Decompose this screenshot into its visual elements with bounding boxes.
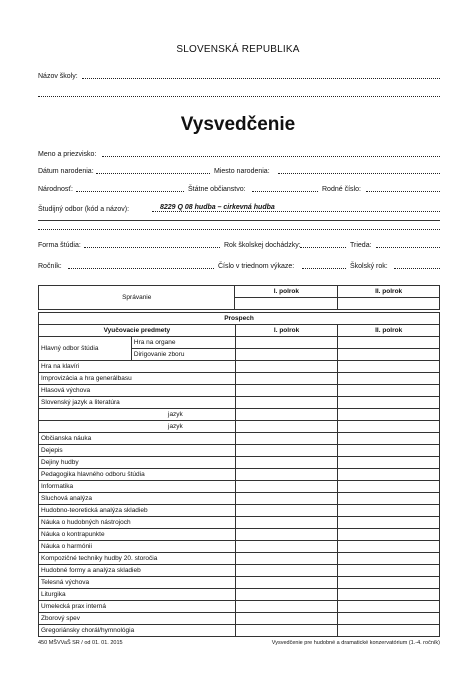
birth-date-field[interactable] (96, 173, 210, 174)
prospech-header: Prospech (39, 313, 440, 325)
subject-row (39, 493, 440, 505)
study-field-line2[interactable] (38, 229, 440, 230)
subject-name: Pedagogika hlavného odboru štúdia (39, 469, 236, 481)
grade-cell-sem2[interactable] (338, 349, 440, 361)
subject-name: Hra na klavíri (39, 361, 236, 373)
grade-cell-sem2[interactable] (338, 421, 440, 433)
grade-cell-sem1[interactable] (235, 409, 338, 421)
subject-name: Telesná výchova (39, 577, 236, 589)
grade-cell-sem1[interactable] (235, 361, 338, 373)
study-rule-1 (38, 220, 440, 221)
main-subject-sub-1: Hra na organe (131, 337, 235, 349)
form-label: Forma štúdia: (38, 242, 81, 249)
grade-cell-sem2[interactable] (338, 565, 440, 577)
subject-name (39, 409, 236, 421)
school-name-label: Názov školy: (38, 73, 78, 80)
grades-sem2-header: II. polrok (338, 325, 440, 337)
grade-cell-sem2[interactable] (338, 493, 440, 505)
subject-row (39, 577, 440, 589)
subject-name: Sluchová analýza (39, 493, 236, 505)
conduct-sem1-cell[interactable] (235, 298, 338, 310)
grade-cell-sem1[interactable] (235, 529, 338, 541)
subject-name: Hlasová výchova (39, 385, 236, 397)
grade-cell-sem1[interactable] (235, 553, 338, 565)
subject-name: Hudobno-teoretická analýza skladieb (39, 505, 236, 517)
citizenship-label: Štátne občianstvo: (188, 186, 246, 193)
name-field[interactable] (102, 156, 440, 157)
main-subject-sub-2: Dirigovanie zboru (131, 349, 235, 361)
grade-cell-sem1[interactable] (235, 517, 338, 529)
attendance-year-field[interactable] (300, 247, 346, 248)
school-year-field[interactable] (394, 268, 440, 269)
nationality-label: Národnosť: (38, 186, 73, 193)
subject-name: Náuka o kontrapunkte (39, 529, 236, 541)
grade-cell-sem1[interactable] (235, 601, 338, 613)
subject-row (39, 505, 440, 517)
subject-name: Gregoriánsky chorál/hymnológia (39, 625, 236, 637)
subject-row (39, 625, 440, 637)
subject-row (39, 445, 440, 457)
subject-row (39, 481, 440, 493)
attendance-year-label: Rok školskej dochádzky: (224, 242, 301, 249)
subject-row (39, 397, 440, 409)
language-slot-label: jazyk (168, 410, 183, 418)
grade-cell-sem2[interactable] (338, 481, 440, 493)
grade-cell-sem2[interactable] (338, 397, 440, 409)
grade-cell-sem2[interactable] (338, 409, 440, 421)
grade-cell-sem2[interactable] (338, 577, 440, 589)
document-title: Vysvedčenie (180, 114, 296, 135)
grade-cell-sem2[interactable] (338, 517, 440, 529)
grade-cell-sem2[interactable] (338, 589, 440, 601)
conduct-sem2-cell[interactable] (338, 298, 440, 310)
footer-form-code: 450 MŠVVaŠ SR / od 01. 01. 2015 (38, 640, 123, 646)
class-register-label: Číslo v triednom výkaze: (218, 263, 295, 270)
grade-field[interactable] (68, 268, 214, 269)
subject-row (39, 529, 440, 541)
subject-row (39, 385, 440, 397)
subject-row (39, 613, 440, 625)
conduct-table (38, 285, 440, 310)
birth-number-field[interactable] (366, 191, 440, 192)
subject-row (39, 517, 440, 529)
subject-row (39, 553, 440, 565)
conduct-sem1-header: I. polrok (235, 286, 338, 298)
grade-cell-sem1[interactable] (235, 625, 338, 637)
subject-name: Improvizácia a hra generálbasu (39, 373, 236, 385)
subject-name: Náuka o hudobných nástrojoch (39, 517, 236, 529)
class-label: Trieda: (350, 242, 372, 249)
subject-row (39, 541, 440, 553)
main-subject-label: Hlavný odbor štúdia (39, 337, 132, 361)
grade-cell-sem1[interactable] (235, 577, 338, 589)
school-year-label: Školský rok: (350, 263, 388, 270)
language-slot-label: jazyk (168, 422, 183, 430)
grade-cell-sem2[interactable] (338, 337, 440, 349)
grade-cell-sem1[interactable] (235, 349, 338, 361)
birth-number-label: Rodné číslo: (322, 186, 361, 193)
subject-row (39, 373, 440, 385)
grade-cell-sem2[interactable] (338, 613, 440, 625)
subject-row (39, 433, 440, 445)
grades-table (38, 312, 440, 637)
grade-cell-sem1[interactable] (235, 373, 338, 385)
grades-sem1-header: I. polrok (235, 325, 338, 337)
grade-cell-sem1[interactable] (235, 541, 338, 553)
grade-label: Ročník: (38, 263, 62, 270)
class-field[interactable] (376, 247, 440, 248)
grade-cell-sem1[interactable] (235, 589, 338, 601)
subject-row (39, 601, 440, 613)
footer-form-description: Vysvedčenie pre hudobné a dramatické konzervatórium (1.-4. ročník) (271, 640, 440, 646)
subject-name: Zborový spev (39, 613, 236, 625)
grade-cell-sem1[interactable] (235, 397, 338, 409)
subject-row (39, 469, 440, 481)
grade-cell-sem1[interactable] (235, 385, 338, 397)
subject-name: Občianska náuka (39, 433, 236, 445)
grade-cell-sem2[interactable] (338, 385, 440, 397)
subject-row (39, 409, 440, 421)
grade-cell-sem2[interactable] (338, 361, 440, 373)
grade-cell-sem1[interactable] (235, 565, 338, 577)
grade-cell-sem1[interactable] (235, 421, 338, 433)
subject-name: Náuka o harmónii (39, 541, 236, 553)
subject-row (39, 421, 440, 433)
grade-cell-sem2[interactable] (338, 529, 440, 541)
grade-cell-sem1[interactable] (235, 493, 338, 505)
conduct-sem2-header: II. polrok (338, 286, 440, 298)
study-value: 8229 Q 08 hudba – cirkevná hudba (160, 204, 275, 211)
subject-name: Dejiny hudby (39, 457, 236, 469)
grade-cell-sem1[interactable] (235, 613, 338, 625)
subject-name: Kompozičné techniky hudby 20. storočia (39, 553, 236, 565)
birth-place-field[interactable] (278, 173, 440, 174)
school-name-field[interactable] (82, 78, 440, 79)
grade-cell-sem2[interactable] (338, 373, 440, 385)
subjects-header: Vyučovacie predmety (39, 325, 236, 337)
grade-cell-sem2[interactable] (338, 541, 440, 553)
subject-row (39, 589, 440, 601)
subject-name: Informatika (39, 481, 236, 493)
grade-cell-sem1[interactable] (235, 445, 338, 457)
subject-name (39, 421, 236, 433)
country-heading: SLOVENSKÁ REPUBLIKA (176, 44, 300, 55)
birth-place-label: Miesto narodenia: (214, 168, 270, 175)
school-name-field-line2[interactable] (38, 96, 440, 97)
grade-cell-sem2[interactable] (338, 433, 440, 445)
grade-cell-sem2[interactable] (338, 469, 440, 481)
grade-cell-sem2[interactable] (338, 457, 440, 469)
grade-cell-sem2[interactable] (338, 601, 440, 613)
study-label: Študijný odbor (kód a názov): (38, 206, 130, 213)
subject-name: Umelecká prax interná (39, 601, 236, 613)
grade-cell-sem1[interactable] (235, 337, 338, 349)
grade-cell-sem1[interactable] (235, 505, 338, 517)
class-register-field[interactable] (302, 268, 346, 269)
subject-row (39, 457, 440, 469)
form-field[interactable] (84, 247, 220, 248)
birth-date-label: Dátum narodenia: (38, 168, 94, 175)
subject-name: Dejepis (39, 445, 236, 457)
nationality-field[interactable] (76, 191, 184, 192)
grade-cell-sem1[interactable] (235, 433, 338, 445)
subject-row (39, 361, 440, 373)
subject-name: Slovenský jazyk a literatúra (39, 397, 236, 409)
grade-cell-sem1[interactable] (235, 469, 338, 481)
conduct-label: Správanie (39, 286, 235, 310)
grade-cell-sem2[interactable] (338, 505, 440, 517)
citizenship-field[interactable] (252, 191, 318, 192)
grade-cell-sem1[interactable] (235, 457, 338, 469)
grade-cell-sem1[interactable] (235, 481, 338, 493)
grade-cell-sem2[interactable] (338, 553, 440, 565)
subject-name: Hudobné formy a analýza skladieb (39, 565, 236, 577)
subject-name: Liturgika (39, 589, 236, 601)
name-label: Meno a priezvisko: (38, 151, 97, 158)
grade-cell-sem2[interactable] (338, 445, 440, 457)
grade-cell-sem2[interactable] (338, 625, 440, 637)
subject-row (39, 565, 440, 577)
